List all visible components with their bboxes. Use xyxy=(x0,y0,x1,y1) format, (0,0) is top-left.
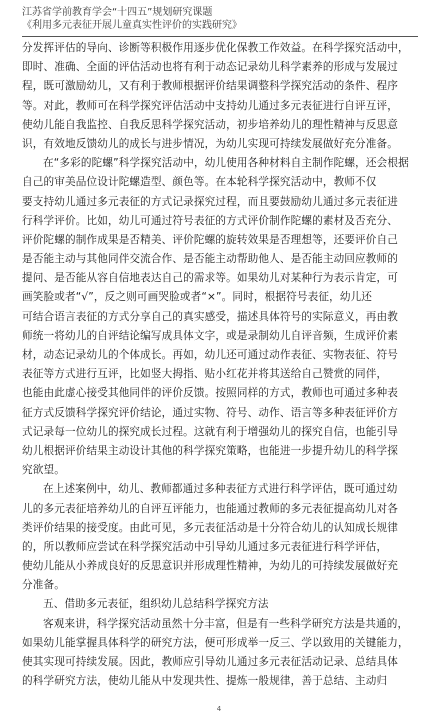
text-line: 即时、准确、全面的评估活动也将有利于动态记录幼儿科学素养的形成与发展过 xyxy=(22,61,399,74)
text-line: 究欲望。 xyxy=(22,464,65,477)
body-text xyxy=(22,39,418,691)
header-divider xyxy=(22,36,418,37)
text-line: 在上述案例中，幼儿、教师都通过多种表征方式进行科学评估，既可通过幼 xyxy=(43,483,398,496)
text-line: 使幼儿能自我监控、自我反思科学探究活动，初步培养幼儿的理性精神与反思意 xyxy=(22,118,399,131)
header-line-1: 江苏省学前教育学会“十四五”规划研究课题 xyxy=(22,7,213,18)
text-line: 使其实现可持续发展。因此，教师应引导幼儿通过多元表征活动记录、总结具体 xyxy=(22,656,399,668)
text-line: 要支持幼儿通过多元表征的方式记录探究过程，而且要鼓励幼儿通过多元表征进 xyxy=(22,195,399,208)
text-line: 画笑脸或者“√”，反之则可画哭脸或者“×”。同时，根据符号表征，幼儿还 xyxy=(22,291,373,304)
section-heading: 五、借助多元表征，组织幼儿总结科学探究方法 xyxy=(43,598,269,611)
text-line: 的，所以教师应尝试在科学探究活动中引导幼儿通过多元表征进行科学评估， xyxy=(22,540,388,553)
page-number: 4 xyxy=(216,705,222,713)
text-line: 识，有效地反馈幼儿的成长与进步情况，为幼儿实现可持续发展做好充分准备。 xyxy=(22,137,399,150)
text-line: 如果幼儿能掌握具体科学的研究方法，便可形成举一反三、学以致用的关键能力， xyxy=(22,636,409,649)
text-line: 分发挥评估的导向、诊断等积极作用逐步优化保教工作效益。在科学探究活动中， xyxy=(22,42,409,54)
text-line: 提问、是否能从容自信地表达自己的需求等。如果幼儿对某种行为表示肯定，可 xyxy=(22,272,399,285)
text-line: 的科学研究方法，使幼儿能从中发现共性、提炼一般规律，善于总结、主动归 xyxy=(22,675,388,688)
text-line: 表征等方式进行互评，比如竖大拇指、贴小红花并将其送给自己赞赏的同伴， xyxy=(22,368,388,381)
text-line: 分准备。 xyxy=(22,579,65,592)
text-line: 征方式反馈科学探究评价结论，通过实物、符号、动作、语言等多种表征评价方 xyxy=(22,406,399,419)
text-line: 师统一将幼儿的自评结论编写成具体文字，或是录制幼儿自评音频，生成评价素 xyxy=(22,329,399,342)
text-line: 材，动态记录幼儿的个体成长。再如，幼儿还可通过动作表征、实物表征、符号 xyxy=(22,349,399,361)
text-line: 评价陀螺的制作成果是否精美、评价陀螺的旋转效果是否理想等，还要评价自己 xyxy=(22,233,399,246)
text-line: 也能由此虚心接受其他同伴的评价反馈。按照同样的方式，教师也可通过多种表 xyxy=(22,387,399,400)
text-line: 等。对此，教师可在科学探究评估活动中支持幼儿通过多元表征进行自评互评， xyxy=(22,99,399,112)
text-line: 程，既可激励幼儿，又有利于教师根据评价结果调整科学探究活动的条件、程序 xyxy=(22,80,399,93)
header-line-2: 《利用多元表征开展儿童真实性评价的实践研究》 xyxy=(22,20,242,31)
text-line: 在“多彩的陀螺”科学探究活动中，幼儿使用各种材料自主制作陀螺，还会根据 xyxy=(43,157,409,170)
text-line: 类评价结果的接受度。由此可见，多元表征活动是十分符合幼儿的认知成长规律 xyxy=(22,521,399,534)
text-line: 使幼儿能从小养成良好的反思意识并形成理性精神，为幼儿的可持续发展做好充 xyxy=(22,560,399,573)
text-line: 自己的审美品位设计陀螺造型、颜色等。在本轮科学探究活动中，教师不仅 xyxy=(22,176,377,189)
text-line: 可结合语言表征的方式分享自己的真实感受，描述具体符号的实际意义，再由教 xyxy=(22,310,399,323)
text-line: 儿的多元表征培养幼儿的自评互评能力，也能通过教师的多元表征提高幼儿对各 xyxy=(22,502,399,515)
text-line: 式记录每一位幼儿的探究成长过程。这就有利于增强幼儿的探究自信，也能引导 xyxy=(22,425,399,438)
text-line: 行科学评价。比如，幼儿可通过符号表征的方式评价制作陀螺的素材及否充分、 xyxy=(22,214,399,227)
text-line: 客观来讲，科学探究活动虽然十分丰富，但是有一些科学研究方法是共通的， xyxy=(43,617,409,630)
text-line: 幼儿根据评价结果主动设计其他的科学探究策略，也能进一步提升幼儿的科学探 xyxy=(22,444,399,457)
page-header xyxy=(22,6,418,32)
text-line: 是否能主动与其他同伴交流合作、是否能主动帮助他人、是否能主动回应教师的 xyxy=(22,253,399,266)
